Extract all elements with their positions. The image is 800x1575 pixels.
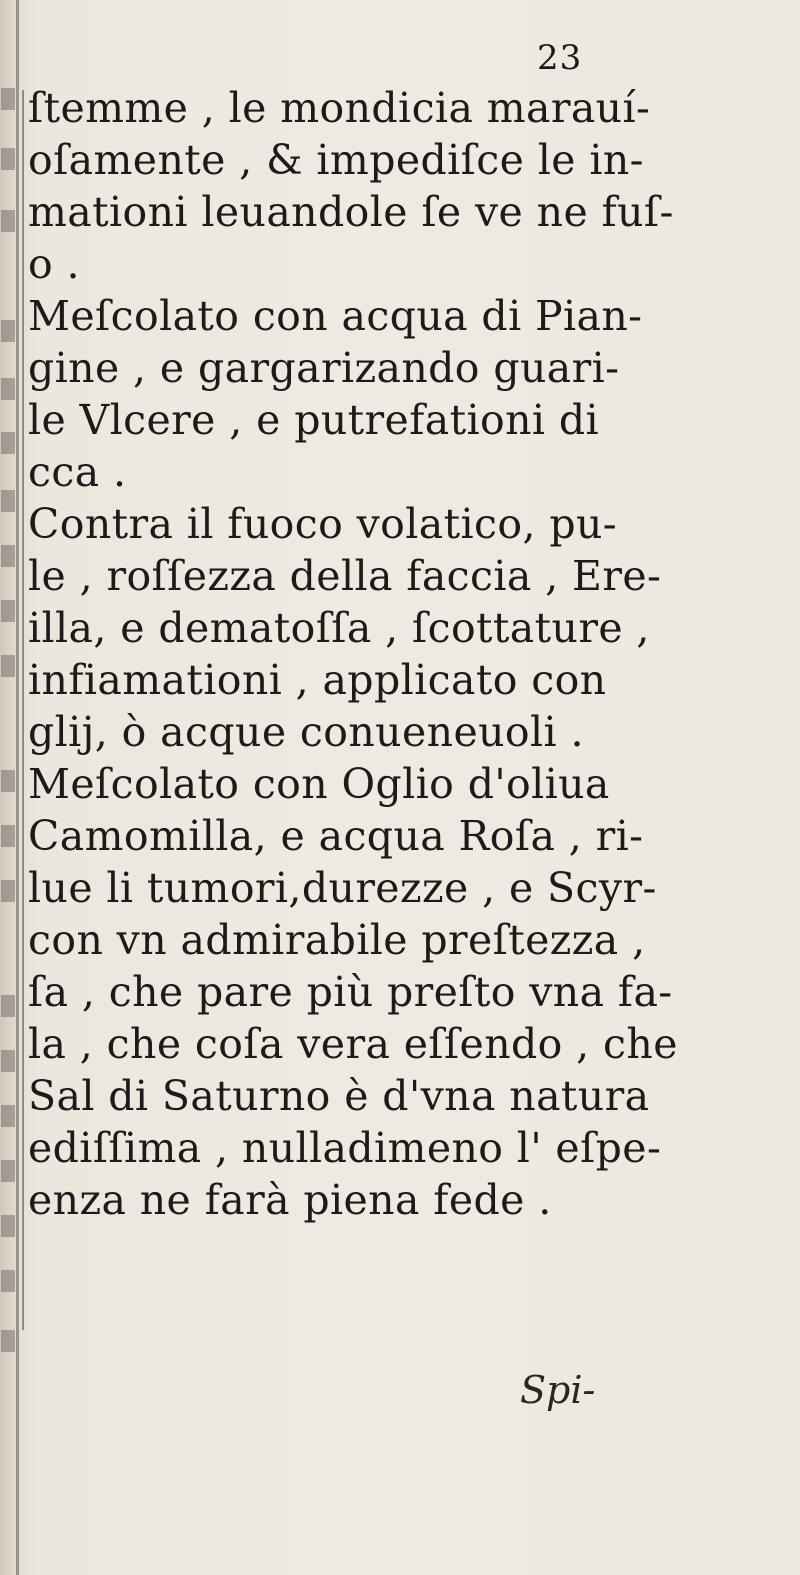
fragment [1,1105,15,1127]
fragment [1,1215,15,1237]
fragment [1,1050,15,1072]
fragment [1,1270,15,1292]
text-line: le , roſſezza della faccia , Ere- [28,552,662,600]
text-line: gine , e gargarizando guari- [28,344,620,392]
fragment [1,490,15,512]
fragment [1,432,15,454]
text-line: mationi leuandole ſe ve ne fuſ- [28,188,674,236]
fragment [1,995,15,1017]
fragment [1,1330,15,1352]
text-line: Meſcolato con acqua di Pian- [28,292,643,340]
text-line: ſtemme , le mondicia marauí- [28,84,651,132]
text-line: cca . [28,448,127,496]
text-line: Sal di Saturno è d'vna natura [28,1072,650,1120]
catchword: Spi- [520,1368,596,1412]
fragment [1,770,15,792]
text-line: Meſcolato con Oglio d'oliua [28,760,610,808]
fragment [1,1160,15,1182]
text-line: la , che coſa vera eſſendo , che [28,1020,678,1068]
text-line: Contra il fuoco volatico, pu- [28,500,618,548]
fragment [1,148,15,170]
text-line: illa, e dematoſſa , ſcottature , [28,604,650,652]
text-line: le Vlcere , e putrefationi di [28,396,600,444]
fragment [1,88,15,110]
text-line: oſamente , & impediſce le in- [28,136,644,184]
text-line: con vn admirabile preſtezza , [28,916,646,964]
binding-fragments [0,0,22,1575]
text-line: enza ne farà piena fede . [28,1176,552,1224]
fragment [1,210,15,232]
fragment [1,545,15,567]
text-line: infiamationi , applicato con [28,656,607,704]
text-line: lue li tumori,durezze , e Scyr- [28,864,657,912]
fragment [1,600,15,622]
fragment [1,655,15,677]
text-line: ediſſima , nulladimeno l' eſpe- [28,1124,662,1172]
body-text [28,82,678,1226]
fragment [1,825,15,847]
text-line: ſa , che pare più preſto vna fa- [28,968,673,1016]
gutter-edge [22,90,24,1330]
fragment [1,320,15,342]
fragment [1,378,15,400]
fragment [1,880,15,902]
text-line: glij, ò acque conueneuoli . [28,708,584,756]
text-line: o . [28,240,80,288]
page-number: 23 [537,38,583,78]
text-line: Camomilla, e acqua Roſa , ri- [28,812,644,860]
